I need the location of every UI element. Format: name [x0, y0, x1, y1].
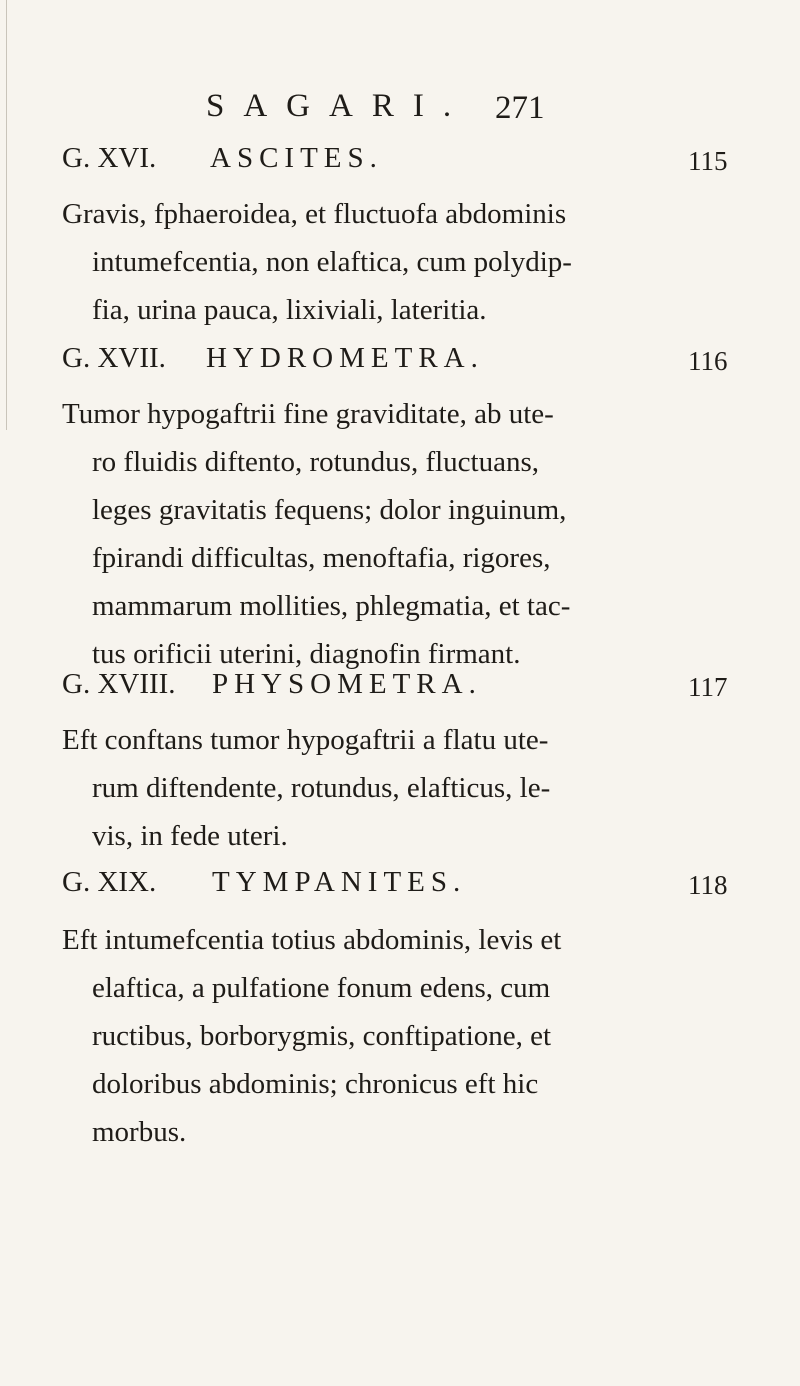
text-line: leges gravitatis fequens; dolor inguinum, — [92, 494, 567, 526]
genus-name: ASCITES. — [210, 142, 383, 174]
text-line: rum diftendente, rotundus, elafticus, le- — [92, 772, 551, 804]
text-line: Eft conftans tumor hypogaftrii a flatu ute- — [62, 724, 549, 756]
text-line: mammarum mollities, phlegmatia, et tac- — [92, 590, 571, 622]
text-line: Gravis, fphaeroidea, et fluctuofa abdominis — [62, 198, 567, 230]
text-line: ructibus, borborygmis, conftipatione, et — [92, 1020, 552, 1052]
text-line: vis, in fede uteri. — [92, 820, 288, 852]
genus-index: 118 — [688, 870, 728, 900]
entry-heading-physometra — [62, 668, 762, 708]
page-number: 271 — [495, 90, 545, 126]
entry-description-hydrometra — [62, 390, 738, 678]
page-edge-line — [6, 0, 7, 430]
genus-name: HYDROMETRA. — [206, 342, 484, 374]
entry-heading-ascites — [62, 142, 762, 182]
text-line: intumefcentia, non elaftica, cum polydip- — [92, 246, 572, 278]
genus-name: PHYSOMETRA. — [212, 668, 482, 700]
running-head-title: SAGARI. — [206, 88, 471, 124]
text-line: fpirandi difficultas, menoftafia, rigores, — [92, 542, 551, 574]
text-line: fia, urina pauca, lixiviali, lateritia. — [92, 294, 487, 326]
text-line: doloribus abdominis; chronicus eft hic — [92, 1068, 539, 1100]
genus-index: 116 — [688, 346, 728, 376]
genus-number: G. XVIII. — [62, 668, 176, 700]
entry-description-tympanites — [62, 916, 738, 1156]
entry-heading-tympanites — [62, 866, 762, 906]
genus-number: G. XVII. — [62, 342, 166, 374]
genus-number: G. XVI. — [62, 142, 157, 174]
entry-description-ascites — [62, 190, 738, 334]
text-line: tus orificii uterini, diagnofin firmant. — [92, 638, 521, 670]
running-head — [0, 88, 800, 128]
genus-index: 117 — [688, 672, 728, 702]
text-line: Tumor hypogaftrii fine graviditate, ab ute- — [62, 398, 554, 430]
text-line: ro fluidis diftento, rotundus, fluctuans, — [92, 446, 540, 478]
entry-description-physometra — [62, 716, 738, 860]
genus-index: 115 — [688, 146, 728, 176]
genus-number: G. XIX. — [62, 866, 157, 898]
text-line: Eft intumefcentia totius abdominis, levis et — [62, 924, 562, 956]
genus-name: TYMPANITES. — [212, 866, 467, 898]
text-line: elaftica, a pulfatione fonum edens, cum — [92, 972, 551, 1004]
text-line: morbus. — [92, 1116, 187, 1148]
entry-heading-hydrometra — [62, 342, 762, 382]
